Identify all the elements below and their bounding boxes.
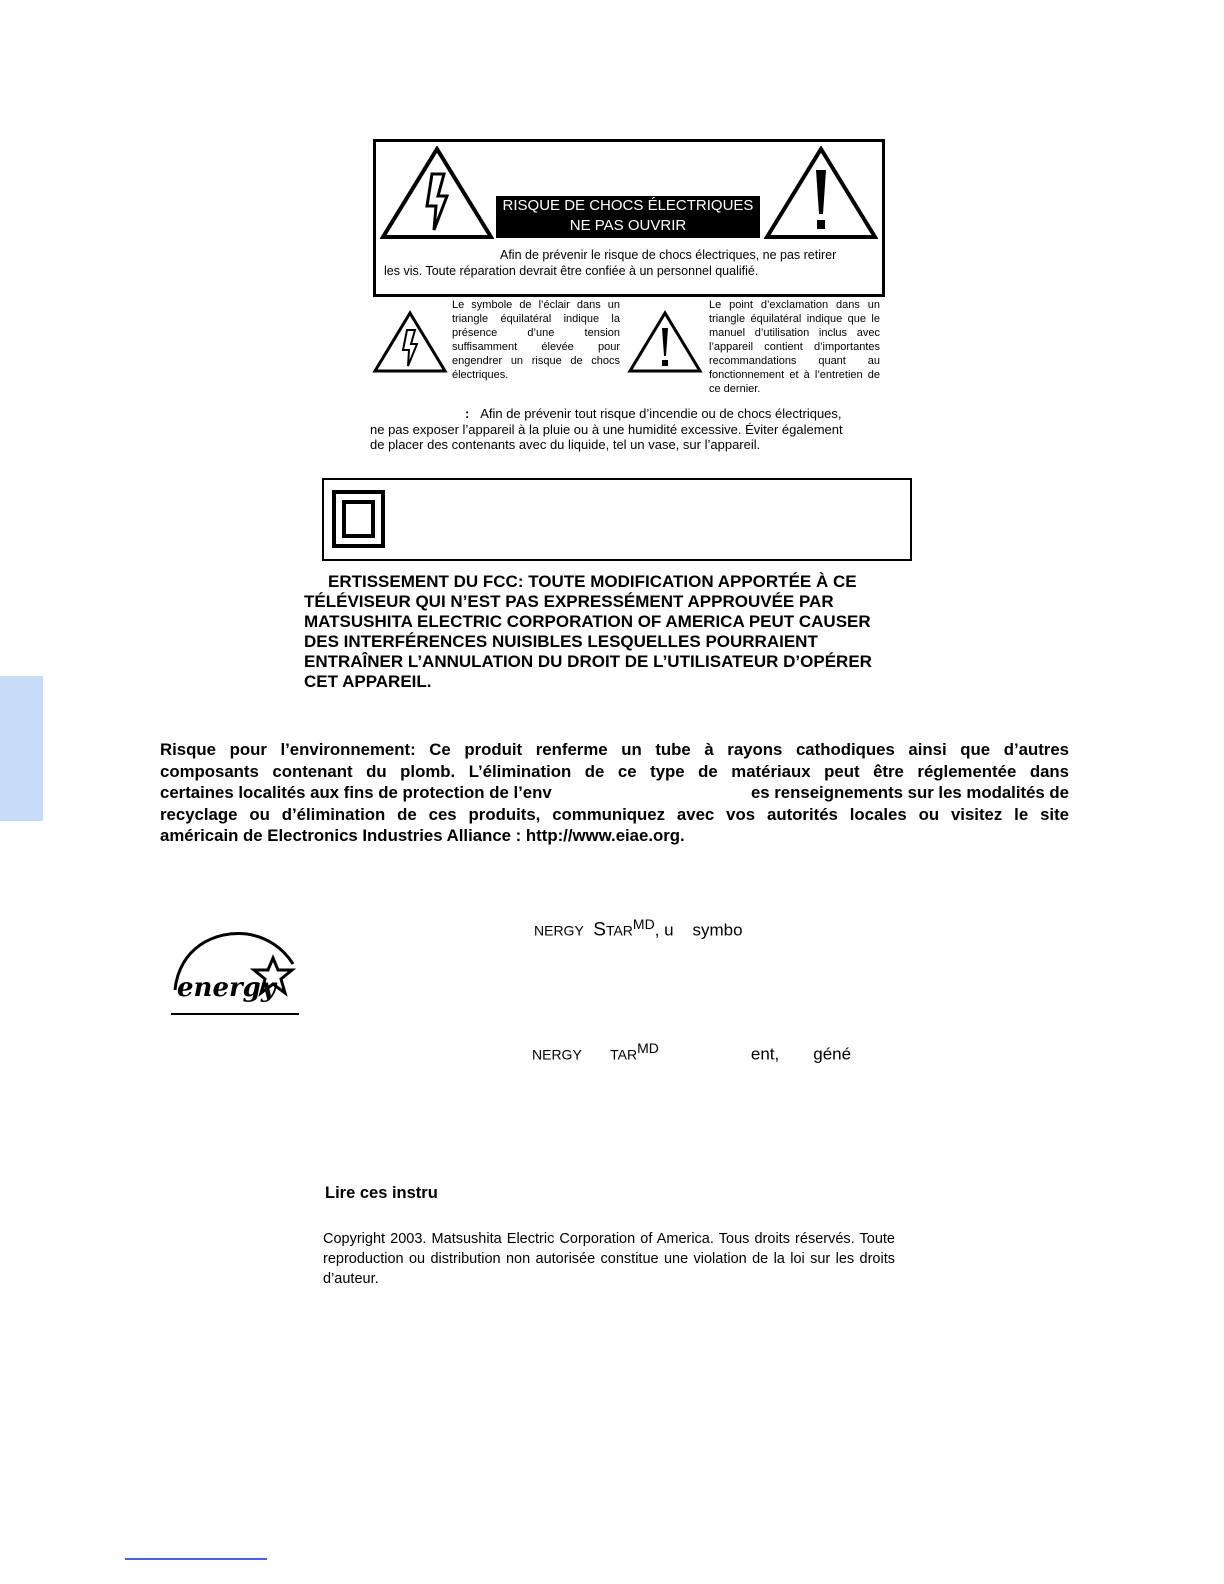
warning-text-line1: Afin de prévenir le risque de chocs électriques, ne pas retirer: [500, 248, 837, 262]
warning-text-line2: les vis. Toute réparation devrait être confiée à un personnel qualifié.: [384, 264, 759, 278]
footer-rule: [125, 1558, 267, 1560]
exclamation-symbol-text: Le point d’exclamation dans un triangle équilatéral indique que le manuel d’utilisation inclus avec l’appareil contient d’importantes recommandations quant au fonctionnement et à l’entretien de ce dernier.: [709, 299, 880, 395]
double-insulation-icon: [332, 490, 385, 548]
energy-star-line2: NERGY $TAR^{MD}$ ent, géné: [532, 1040, 852, 1064]
side-tab: [0, 676, 43, 821]
svg-text:energy: energy: [177, 973, 276, 1003]
lightning-symbol-text: Le symbole de l’éclair dans un triangle équilatéral indique la présence d’une tension suffisamment élevée pour engendrer un risque de chocs électriques.: [452, 299, 620, 381]
fire-warning-line1: : Afin de prévenir tout risque d’incendie ou de chocs électriques,: [465, 406, 842, 421]
lightning-triangle-icon: [380, 146, 494, 240]
class2-box: [322, 478, 912, 561]
read-instructions: Lire ces instru: [325, 1184, 438, 1202]
fire-warning-line2: ne pas exposer l’appareil à la pluie ou à une humidité excessive. Éviter également: [370, 422, 843, 437]
energy-star-logo: [165, 928, 305, 1020]
lightning-symbol-icon: [372, 310, 448, 374]
energy-star-line1: NERGY $STAR^{MD}$, u symbo: [534, 916, 743, 941]
fcc-warning: ERTISSEMENT DU FCC: TOUTE MODIFICATION APPORTÉE À CE TÉLÉVISEUR QUI N’EST PAS EXPRESSÉMENT APPROUVÉE PAR MATSUSHITA ELECTRIC CORPORATION OF AMERICA PEUT CAUSER DES INTERFÉRENCES NUISIBLES LESQUELLES POURRAIENT ENTRAÎNER L’ANNULATION DU DROIT DE L’UTILISATEUR D’OPÉRER CET APPAREIL.: [304, 572, 872, 691]
fire-warning-line3: de placer des contenants avec du liquide, tel un vase, sur l’appareil.: [370, 437, 761, 452]
shock-banner: RISQUE DE CHOCS ÉLECTRIQUES NE PAS OUVRIR: [496, 196, 760, 238]
environment-notice: Risque pour l’environnement: Ce produit renferme un tube à rayons cathodiques ainsi que d’autres composants contenant du plomb. L’élimination de ce type de matériaux peut être réglementée dans certaines localités aux fins de protection de l’env es renseignements sur les modalités de recyclage ou d’élimination de ces produits, communiquez avec vos autorités locales ou visitez le site américain de Electronics Industries Alliance : http://www.eiae.org.: [160, 740, 1069, 845]
exclamation-triangle-icon: [764, 146, 878, 240]
copyright-notice: Copyright 2003. Matsushita Electric Corporation of America. Tous droits réservés. Toute reproduction ou distribution non autorisée constitue une violation de la loi sur les droits d’auteur.: [323, 1231, 895, 1287]
shock-warning-box: [373, 139, 885, 297]
exclamation-symbol-icon: [627, 310, 703, 374]
